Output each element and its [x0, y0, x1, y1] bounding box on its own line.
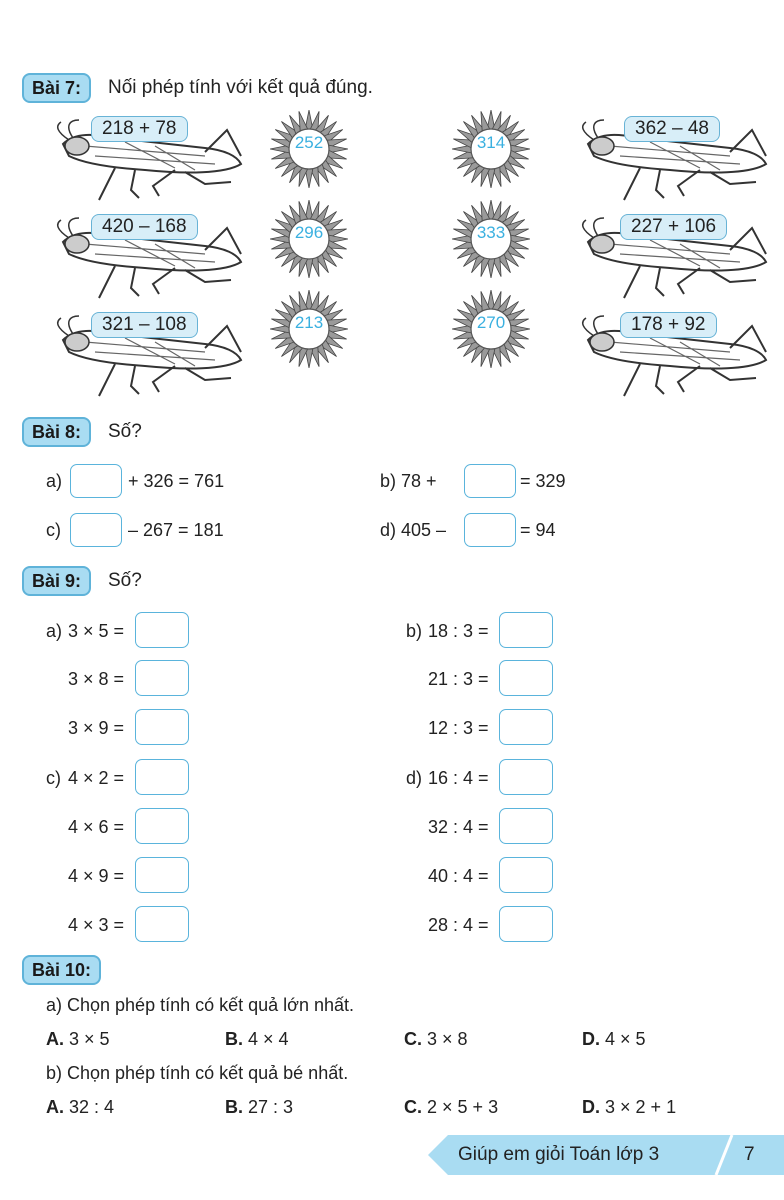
bai9-a-item: 3 × 9 = [68, 718, 125, 738]
bai9-b-item: 21 : 3 = [428, 669, 489, 689]
bai9-b-label: b) [406, 621, 423, 641]
grasshopper-1[interactable] [55, 112, 245, 202]
bai8-a-label: a) [46, 471, 63, 491]
grasshopper-2[interactable] [55, 210, 245, 300]
flower-5[interactable] [270, 290, 348, 368]
bai8-b-answer-box[interactable] [464, 464, 516, 498]
option-letter: B. [225, 1029, 243, 1049]
bai9-answer-box[interactable] [135, 857, 189, 893]
bai7-title: Nối phép tính với kết quả đúng. [108, 77, 373, 98]
bai9-d-item: 32 : 4 = [428, 817, 489, 837]
option-text: 4 × 4 [248, 1029, 289, 1049]
bai9-b-item: 18 : 3 = [428, 621, 489, 641]
bai8-title: Số? [108, 421, 142, 442]
option-text: 32 : 4 [69, 1097, 115, 1117]
bai10-a-option-B[interactable] [225, 1027, 289, 1051]
option-letter: A. [46, 1097, 64, 1117]
bai10-b-option-D[interactable] [582, 1095, 676, 1119]
bai10-b-option-B[interactable] [225, 1095, 293, 1119]
flower-number: 333 [476, 223, 506, 242]
option-text: 4 × 5 [605, 1029, 646, 1049]
footer-book-title: Giúp em giỏi Toán lớp 3 [458, 1144, 660, 1165]
bai8-c-answer-box[interactable] [70, 513, 122, 547]
option-letter: C. [404, 1097, 422, 1117]
bai10-a-option-D[interactable] [582, 1027, 646, 1051]
bai8-a-expression: + 326 = 761 [128, 471, 225, 491]
option-letter: C. [404, 1029, 422, 1049]
bai10-question-b: b) Chọn phép tính có kết quả bé nhất. [46, 1063, 349, 1083]
bai9-c-label: c) [46, 768, 61, 788]
option-text: 3 × 8 [427, 1029, 468, 1049]
bai8-a-answer-box[interactable] [70, 464, 122, 498]
bai9-b-item: 12 : 3 = [428, 718, 489, 738]
grasshopper-3[interactable] [55, 308, 245, 398]
bai8-c-label: c) [46, 520, 61, 540]
bai9-a-label: a) [46, 621, 63, 641]
flower-2[interactable] [452, 110, 530, 188]
option-text: 27 : 3 [248, 1097, 294, 1117]
bai8-c-expression: – 267 = 181 [128, 520, 224, 540]
bai7-tag: Bài 7: [22, 73, 91, 103]
flower-1[interactable] [270, 110, 348, 188]
bai8-b-expression: = 329 [520, 471, 566, 491]
page-number: 7 [744, 1144, 755, 1165]
bai9-answer-box[interactable] [135, 612, 189, 648]
grasshopper-expression: 321 – 108 [91, 312, 198, 338]
bai9-d-item: 28 : 4 = [428, 915, 489, 935]
bai8-d-answer-box[interactable] [464, 513, 516, 547]
page-footer [428, 1135, 784, 1175]
flower-number: 252 [294, 133, 324, 152]
bai8-d-expression: = 94 [520, 520, 556, 540]
flower-6[interactable] [452, 290, 530, 368]
option-letter: D. [582, 1097, 600, 1117]
option-text: 3 × 5 [69, 1029, 110, 1049]
bai9-answer-box[interactable] [135, 906, 189, 942]
grasshopper-expression: 218 + 78 [91, 116, 188, 142]
grasshopper-expression: 420 – 168 [91, 214, 198, 240]
bai10-b-option-C[interactable] [404, 1095, 498, 1119]
bai9-tag: Bài 9: [22, 566, 91, 596]
bai9-a-item: 3 × 5 = [68, 621, 125, 641]
bai9-answer-box[interactable] [499, 857, 553, 893]
option-text: 3 × 2 + 1 [605, 1097, 677, 1117]
bai9-answer-box[interactable] [499, 612, 553, 648]
flower-number: 296 [294, 223, 324, 242]
bai9-answer-box[interactable] [135, 709, 189, 745]
grasshopper-expression: 178 + 92 [620, 312, 717, 338]
option-text: 2 × 5 + 3 [427, 1097, 499, 1117]
flower-4[interactable] [452, 200, 530, 278]
bai9-d-item: 16 : 4 = [428, 768, 489, 788]
bai9-answer-box[interactable] [135, 808, 189, 844]
grasshopper-6[interactable] [580, 308, 770, 398]
bai9-answer-box[interactable] [499, 759, 553, 795]
bai9-answer-box[interactable] [135, 759, 189, 795]
flower-number: 270 [476, 313, 506, 332]
bai9-c-item: 4 × 6 = [68, 817, 125, 837]
bai9-d-label: d) [406, 768, 423, 788]
bai10-a-option-C[interactable] [404, 1027, 468, 1051]
grasshopper-4[interactable] [580, 112, 770, 202]
flower-number: 213 [294, 313, 324, 332]
bai9-answer-box[interactable] [499, 906, 553, 942]
bai9-answer-box[interactable] [499, 808, 553, 844]
grasshopper-5[interactable] [580, 210, 770, 300]
flower-number: 314 [476, 133, 506, 152]
bai9-c-item: 4 × 2 = [68, 768, 125, 788]
bai8-d-label: d) 405 – [380, 520, 447, 540]
bai9-c-item: 4 × 9 = [68, 866, 125, 886]
bai9-a-item: 3 × 8 = [68, 669, 125, 689]
option-letter: A. [46, 1029, 64, 1049]
bai9-d-item: 40 : 4 = [428, 866, 489, 886]
option-letter: D. [582, 1029, 600, 1049]
bai10-tag: Bài 10: [22, 955, 101, 985]
grasshopper-expression: 227 + 106 [620, 214, 727, 240]
bai9-title: Số? [108, 570, 142, 591]
bai10-a-option-A[interactable] [46, 1027, 110, 1051]
bai9-answer-box[interactable] [135, 660, 189, 696]
bai10-b-option-A[interactable] [46, 1095, 114, 1119]
bai9-answer-box[interactable] [499, 709, 553, 745]
bai8-tag: Bài 8: [22, 417, 91, 447]
bai9-c-item: 4 × 3 = [68, 915, 125, 935]
bai9-answer-box[interactable] [499, 660, 553, 696]
bai8-b-label: b) 78 + [380, 471, 437, 491]
bai10-question-a: a) Chọn phép tính có kết quả lớn nhất. [46, 995, 355, 1015]
option-letter: B. [225, 1097, 243, 1117]
flower-3[interactable] [270, 200, 348, 278]
grasshopper-expression: 362 – 48 [624, 116, 720, 142]
